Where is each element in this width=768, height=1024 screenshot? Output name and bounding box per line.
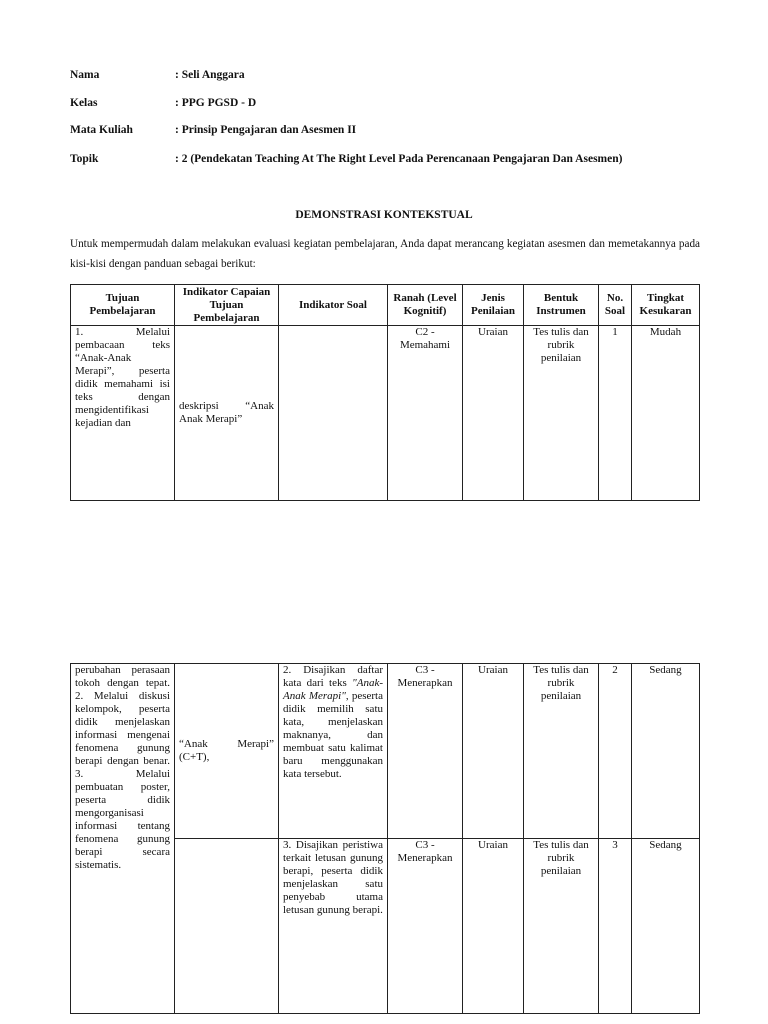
cell-tingkat: Sedang xyxy=(632,839,700,1014)
header-jenis: Jenis Penilaian xyxy=(463,285,524,326)
cell-no: 2 xyxy=(599,664,632,839)
cell-indikator-capaian xyxy=(175,839,279,1014)
header-tingkat: Tingkat Kesukaran xyxy=(632,285,700,326)
header-ranah: Ranah (Level Kognitif) xyxy=(388,285,463,326)
section-heading: DEMONSTRASI KONTEKSTUAL xyxy=(295,209,473,221)
meta-label: Topik xyxy=(70,153,99,165)
cell-indikator-soal xyxy=(279,664,388,839)
cell-indikator-soal xyxy=(279,839,388,1014)
cell-tujuan: 1. Melalui pembacaan teks “Anak-Anak Merapi”, peserta didik memahami isi teks dengan mengidentifikasi kejadian dan xyxy=(71,326,175,501)
cell-jenis: Uraian xyxy=(463,839,524,1014)
soal-italic-title: "Anak-Anak Merapi" xyxy=(283,677,383,702)
cell-tingkat: Sedang xyxy=(632,664,700,839)
cell-no: 1 xyxy=(599,326,632,501)
intro-paragraph: Untuk mempermudah dalam melakukan evaluasi kegiatan pembelajaran, Anda dapat merancang kegiatan asesmen dan memetakannya pada kisi-kisi dengan panduan sebagai berikut: xyxy=(70,238,700,270)
cell-bentuk: Tes tulis dan rubrik penilaian xyxy=(524,326,599,501)
meta-label: Nama xyxy=(70,69,100,81)
cell-tingkat: Mudah xyxy=(632,326,700,501)
meta-label: Mata Kuliah xyxy=(70,124,133,136)
cell-indikator-soal xyxy=(279,326,388,501)
header-tujuan: Tujuan Pembelajaran xyxy=(71,285,175,326)
header-indikator-capaian: Indikator Capaian Tujuan Pembelajaran xyxy=(175,285,279,326)
header-indikator-soal: Indikator Soal xyxy=(279,285,388,326)
cell-indikator-capaian: “Anak Merapi” (C+T), xyxy=(175,664,279,839)
cell-no: 3 xyxy=(599,839,632,1014)
assessment-grid-table-part1 xyxy=(70,284,700,501)
meta-value: : PPG PGSD - D xyxy=(175,97,257,109)
cell-bentuk: Tes tulis dan rubrik penilaian xyxy=(524,839,599,1014)
assessment-grid-table-part2 xyxy=(70,663,700,1014)
cell-jenis: Uraian xyxy=(463,326,524,501)
cell-tujuan-continued: perubahan perasaan tokoh dengan tepat. 2. Melalui diskusi kelompok, peserta didik menjelaskan informasi mengenai fenomena gunung berapi dengan benar. 3. Melalui pembuatan poster, peserta didik mengorganisasi informasi tentang fenomena gunung berapi secara sistematis. xyxy=(71,664,175,1014)
soal-text: 3. Disajikan peristiwa terkait letusan gunung berapi, peserta didik menjelaskan satu penyebab utama letusan gunung berapi. xyxy=(283,839,383,916)
cell-ranah: C3 - Menerapkan xyxy=(388,839,463,1014)
cell-bentuk: Tes tulis dan rubrik penilaian xyxy=(524,664,599,839)
cell-ranah: C3 - Menerapkan xyxy=(388,664,463,839)
cell-ranah: C2 - Memahami xyxy=(388,326,463,501)
meta-value: : Prinsip Pengajaran dan Asesmen II xyxy=(175,124,357,136)
meta-value: : Seli Anggara xyxy=(175,69,245,81)
meta-value: : 2 (Pendekatan Teaching At The Right Level Pada Perencanaan Pengajaran Dan Asesmen) xyxy=(175,153,623,165)
cell-jenis: Uraian xyxy=(463,664,524,839)
soal-text: , peserta didik memilih satu kata, menjelaskan maknanya, dan membuat satu kalimat baru menggunakan kata tersebut. xyxy=(283,690,383,780)
table-row xyxy=(71,664,700,839)
meta-label: Kelas xyxy=(70,97,98,109)
header-no: No. Soal xyxy=(599,285,632,326)
table-row xyxy=(71,326,700,501)
soal-text: 2. Disajikan daftar kata dari teks xyxy=(283,664,383,689)
cell-indikator-capaian: deskripsi “Anak Anak Merapi” xyxy=(175,326,279,501)
table-header-row xyxy=(71,285,700,326)
header-bentuk: Bentuk Instrumen xyxy=(524,285,599,326)
